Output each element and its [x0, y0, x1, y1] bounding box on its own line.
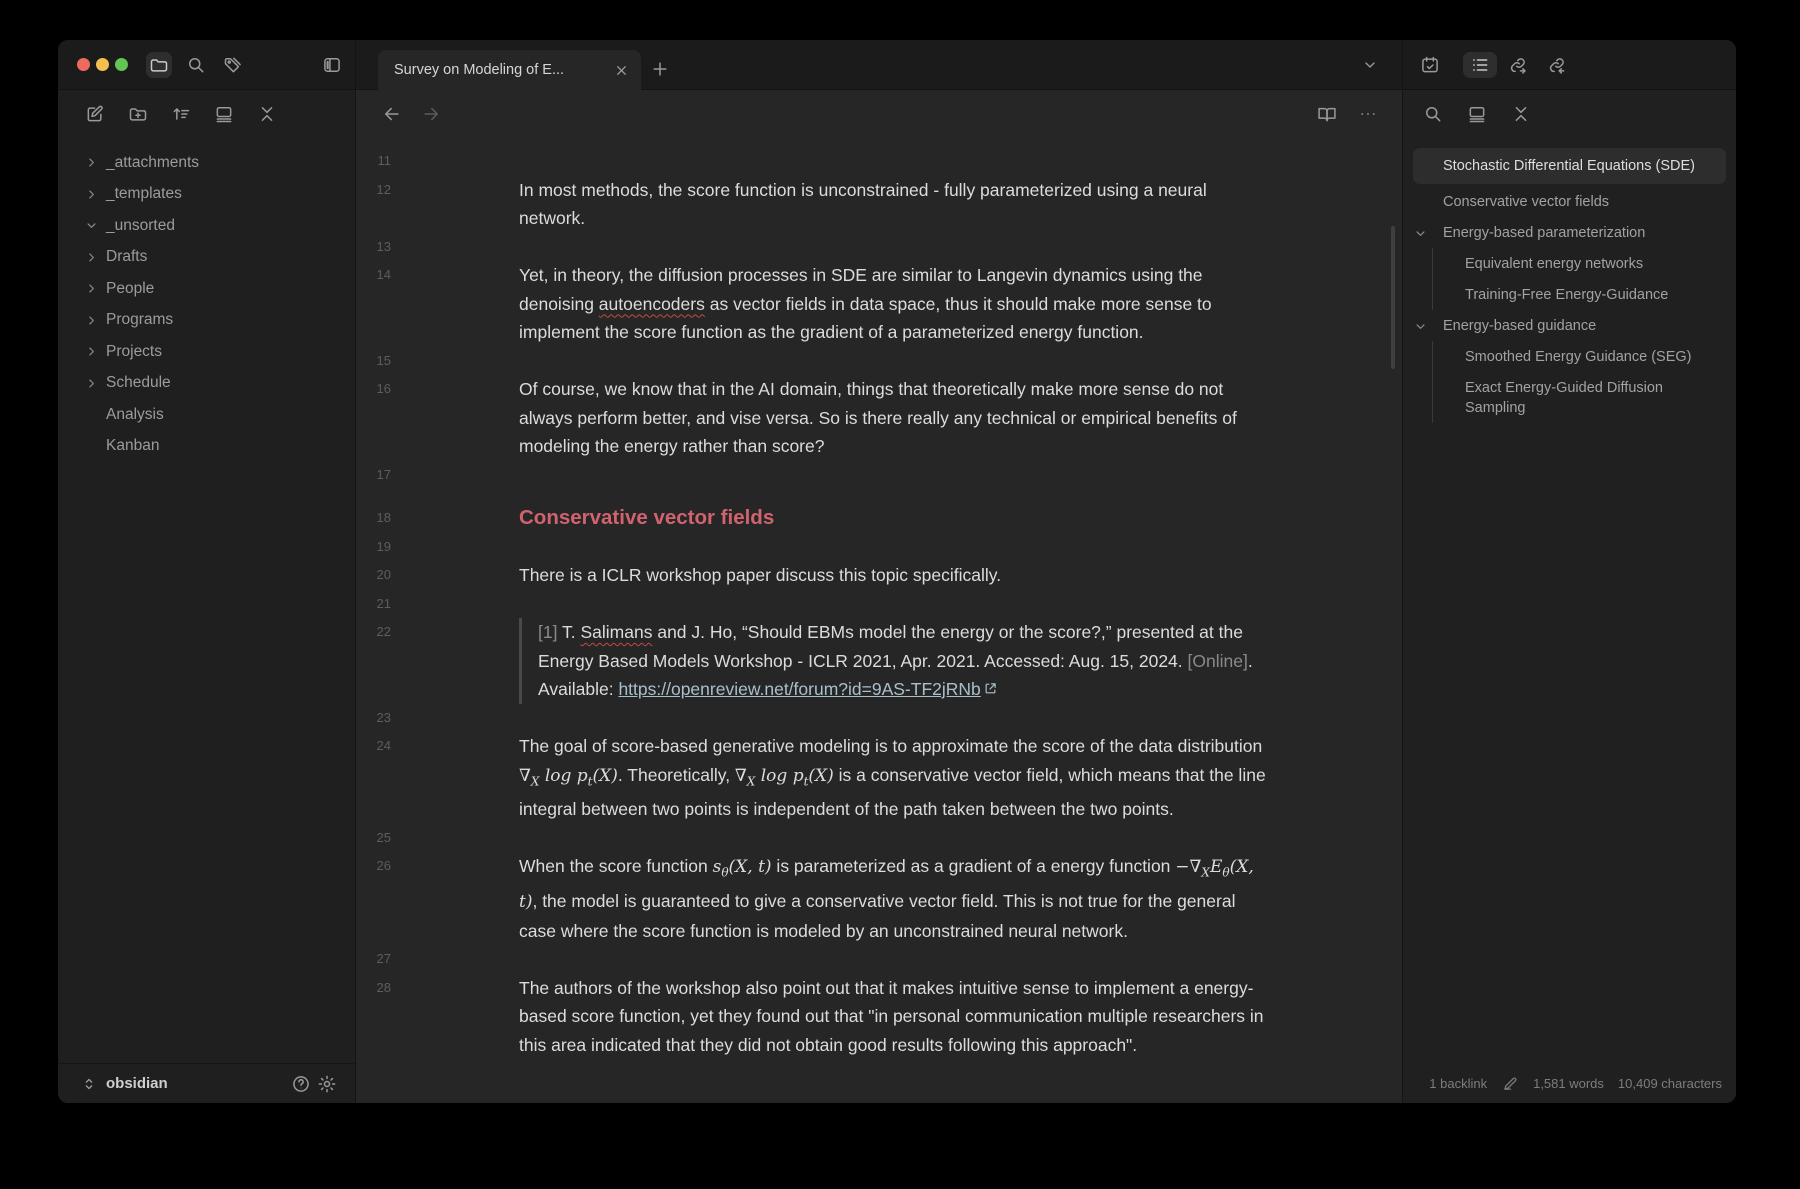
word-count: 1,581 words: [1533, 1075, 1604, 1091]
outline-item-stochastic-differential-equations-sde[interactable]: [1413, 148, 1726, 184]
tree-item-people[interactable]: [58, 273, 355, 305]
outline-item-conservative-vector-fields[interactable]: [1413, 186, 1726, 217]
file-explorer-header: [58, 90, 355, 137]
search-icon[interactable]: [1420, 101, 1446, 127]
left-sidebar-toggle-icon[interactable]: [319, 52, 345, 78]
view-header: [356, 90, 1402, 137]
external-link-icon[interactable]: [984, 675, 997, 704]
chevron-down-icon[interactable]: [84, 219, 98, 233]
editor-line-18: [356, 504, 1402, 533]
tree-item-programs[interactable]: [58, 305, 355, 337]
outline-item-label: Equivalent energy networks: [1465, 255, 1644, 272]
paragraph[interactable]: [519, 375, 1269, 461]
text-run: There is a ICLR workshop paper discuss this topic specifically.: [519, 565, 1002, 585]
paragraph[interactable]: [519, 561, 1269, 590]
outline-item-equivalent-energy-networks[interactable]: [1433, 248, 1726, 279]
tree-item-attachments[interactable]: [58, 147, 355, 179]
editor-line-15: [356, 347, 1402, 376]
editor-line-26: [356, 852, 1402, 945]
paragraph[interactable]: [519, 176, 1269, 233]
tree-item-drafts[interactable]: [58, 242, 355, 274]
outline-header: [1403, 90, 1736, 137]
tree-item-label: Drafts: [106, 248, 148, 266]
line-number: 25: [376, 829, 391, 845]
outline-item-label: Training-Free Energy-Guidance: [1465, 286, 1669, 303]
outline-item-energy-based-parameterization[interactable]: [1413, 217, 1726, 248]
outgoing-link-icon[interactable]: [1505, 52, 1531, 78]
file-tree: [58, 137, 355, 1063]
text-run: In most methods, the score function is unconstrained - fully parameterized using a neural network.: [519, 179, 1207, 228]
tree-item-kanban[interactable]: [58, 431, 355, 463]
paragraph[interactable]: [519, 852, 1269, 945]
tree-item-projects[interactable]: [58, 336, 355, 368]
ribbon: [146, 52, 246, 78]
editor-line-21: [356, 590, 1402, 619]
external-url-link[interactable]: https://openreview.net/forum?id=9AS-TF2jRNb: [618, 679, 981, 699]
chevron-right-icon[interactable]: [84, 376, 98, 390]
help-icon[interactable]: [288, 1071, 314, 1097]
titlebar-right: [1402, 40, 1736, 89]
chevron-down-icon[interactable]: [1415, 318, 1429, 332]
reading-view-icon[interactable]: [1314, 101, 1340, 127]
paragraph[interactable]: [519, 732, 1269, 824]
line-number: 21: [376, 595, 391, 611]
tree-item-analysis[interactable]: [58, 399, 355, 431]
text-run: , the model is guaranteed to give a conservative vector field. This is not true for the general case where the score function is modeled by an unconstrained neural network.: [519, 891, 1236, 941]
editor-line-28: [356, 974, 1402, 1060]
outline-item-label: Exact Energy-Guided Diffusion Sampling: [1465, 379, 1664, 416]
outline-item-label: Conservative vector fields: [1443, 193, 1610, 210]
list-icon[interactable]: [1463, 52, 1497, 78]
text-run: Of course, we know that in the AI domain, things that theoretically make more sense do not always perform better, and vise versa. So is there really any technical or empirical benefits of modeling the energy rather than score?: [519, 379, 1237, 456]
collapse-all-icon[interactable]: [254, 101, 280, 127]
outline-item-label: Smoothed Energy Guidance (SEG): [1465, 348, 1692, 365]
editor-line-22: [356, 618, 1402, 704]
new-tab-button[interactable]: [647, 56, 673, 82]
tree-item-templates[interactable]: [58, 179, 355, 211]
outline-item-energy-based-guidance[interactable]: [1413, 310, 1726, 341]
zoom-window-button[interactable]: [115, 58, 128, 71]
text-run: . Available:: [538, 650, 1253, 699]
tab-bar: [356, 40, 1402, 89]
collapse-all-icon[interactable]: [1508, 101, 1534, 127]
editor-line-13: [356, 233, 1402, 262]
text-run: is parameterized as a gradient of a energy function: [771, 856, 1176, 877]
tree-item-unsorted[interactable]: [58, 210, 355, 242]
editor-line-24: [356, 732, 1402, 824]
left-sidebar: [58, 90, 356, 1103]
line-number: 28: [376, 979, 391, 995]
window-controls: [58, 58, 128, 71]
inline-math: $-\nabla_XE_\theta(X$, t): [519, 857, 1254, 913]
up-down-icon[interactable]: [80, 1075, 98, 1093]
line-number: 13: [376, 238, 391, 254]
editor-scrollbar[interactable]: [1391, 226, 1395, 369]
outline-item-training-free-energy-guidance[interactable]: [1433, 279, 1726, 310]
navigate-back-icon[interactable]: [379, 101, 405, 127]
tags-icon[interactable]: [220, 52, 246, 78]
line-number: 23: [376, 709, 391, 725]
chevron-down-icon[interactable]: [1415, 225, 1429, 239]
inline-math: $\nabla_X$ $\log p_t(X)$: [519, 765, 618, 788]
backlink-count[interactable]: 1 backlink: [1429, 1075, 1488, 1091]
tab-title: Survey on Modeling of E...: [394, 62, 565, 78]
more-options-icon[interactable]: [1355, 101, 1381, 127]
editor-line-12: [356, 176, 1402, 233]
editor-line-16: [356, 375, 1402, 461]
new-note-icon[interactable]: [82, 101, 108, 127]
sort-desc-icon[interactable]: [168, 101, 194, 127]
tab-survey-note[interactable]: [378, 50, 641, 90]
editor-line-19: [356, 533, 1402, 562]
close-window-button[interactable]: [77, 58, 90, 71]
line-number: 14: [376, 267, 391, 282]
obsidian-window: [58, 40, 1736, 1103]
editor-line-20: [356, 561, 1402, 590]
line-number: 22: [376, 624, 391, 639]
line-number: 12: [376, 181, 391, 197]
tree-item-label: Analysis: [106, 405, 164, 423]
line-number: 16: [376, 381, 391, 396]
editor-line-11: [356, 147, 1402, 176]
editor-line-25: [356, 824, 1402, 853]
line-number: 19: [376, 538, 391, 554]
search-icon[interactable]: [183, 52, 209, 78]
tree-item-label: Kanban: [106, 437, 160, 455]
line-number: 20: [376, 567, 391, 582]
tab-list-chevron-icon[interactable]: [1357, 52, 1383, 78]
outline-children-group: [1432, 248, 1726, 310]
inline-math: $s_\theta(X$, t): [712, 857, 772, 880]
line-number: 15: [376, 352, 391, 368]
chevron-right-icon[interactable]: [84, 282, 98, 296]
paragraph[interactable]: [519, 974, 1269, 1060]
line-number: 26: [376, 858, 391, 874]
editor-line-27: [356, 945, 1402, 974]
text-run: as vector fields in data space, thus it should make more sense to implement the score function as the gradient of a parameterized energy function.: [519, 293, 1212, 342]
tree-indent: [84, 408, 98, 422]
chevron-right-icon[interactable]: [84, 345, 98, 359]
line-number: 24: [376, 738, 391, 753]
citation-blockquote[interactable]: [519, 618, 1288, 704]
line-number: 18: [376, 510, 391, 525]
settings-gear-icon[interactable]: [314, 1071, 340, 1097]
edit-pencil-icon[interactable]: [1501, 1074, 1519, 1092]
outline-item-smoothed-energy-guidance-seg[interactable]: [1433, 341, 1726, 372]
text-run: The goal of score-based generative modeling is to approximate the score of the data distribution: [519, 736, 1263, 756]
outline-item-exact-energy-guided-diffusion-sampling[interactable]: [1433, 372, 1726, 423]
chevron-right-icon[interactable]: [84, 156, 98, 170]
folder-icon[interactable]: [146, 52, 172, 78]
outline-children-group: [1432, 341, 1726, 423]
tree-item-label: _unsorted: [106, 216, 175, 234]
vault-switcher[interactable]: [58, 1063, 355, 1103]
text-run: [1]: [538, 622, 558, 642]
text-run: and J. Ho, “Should EBMs model the energy or the score?,” presented at the Energy Based Models Workshop - ICLR 2021, Apr. 2021. Accessed: Aug. 15, 2024.: [538, 622, 1243, 671]
tree-item-label: _templates: [106, 185, 182, 203]
text-run: . Theoretically,: [617, 764, 735, 785]
outline-item-label: Stochastic Differential Equations (SDE): [1443, 158, 1695, 174]
tree-item-label: People: [106, 279, 155, 297]
misspelled-word: autoencoders: [598, 293, 705, 314]
tree-indent: [84, 439, 98, 453]
tree-item-label: _attachments: [106, 153, 200, 171]
titlebar: [58, 40, 1736, 90]
editor-line-23: [356, 704, 1402, 733]
line-number: 27: [376, 951, 391, 967]
editor-line-17: [356, 461, 1402, 490]
tab-close-icon[interactable]: [611, 60, 631, 80]
calendar-check-icon[interactable]: [1417, 52, 1443, 78]
incoming-link-icon[interactable]: [1544, 52, 1570, 78]
minimize-window-button[interactable]: [96, 58, 109, 71]
outline-panel: [1403, 137, 1736, 1103]
inline-math: $\nabla_X$ $\log p_t(X)$: [734, 765, 834, 788]
text-run: Yet, in theory, the diffusion processes in SDE are similar to Langevin dynamics using the denoising: [519, 265, 1203, 314]
tree-item-schedule[interactable]: [58, 368, 355, 400]
heading-conservative-vector-fields[interactable]: [519, 504, 1269, 533]
titlebar-left: [58, 40, 356, 89]
stacked-panels-icon[interactable]: [211, 101, 237, 127]
stacked-panels-icon[interactable]: [1464, 101, 1490, 127]
workspace: [58, 90, 1736, 1103]
text-run: Conservative vector fields: [519, 506, 775, 529]
outline-item-label: Energy-based parameterization: [1443, 224, 1646, 241]
character-count: 10,409 characters: [1617, 1075, 1722, 1091]
text-run: is a conservative vector field, which means that the line integral between two points is independent of the path taken between the two points.: [519, 764, 1266, 820]
tree-item-label: Programs: [106, 311, 174, 329]
status-bar: [1429, 1074, 1722, 1092]
text-run: When the score function: [519, 856, 713, 877]
chevron-right-icon[interactable]: [84, 250, 98, 264]
editor-pane: [356, 90, 1402, 1103]
vault-name: obsidian: [106, 1075, 168, 1092]
text-run: The authors of the workshop also point out that it makes intuitive sense to implement a energy-based score function, yet they found out that "in personal communication multiple researchers in this area indicated that they did not obtain good results following this approach".: [519, 977, 1264, 1055]
outline-item-label: Energy-based guidance: [1443, 317, 1597, 334]
tree-item-label: Schedule: [106, 374, 171, 392]
paragraph[interactable]: [519, 261, 1269, 347]
tree-item-label: Projects: [106, 342, 162, 360]
chevron-right-icon[interactable]: [84, 187, 98, 201]
text-run: T.: [557, 622, 581, 642]
text-run: [Online]: [1187, 650, 1248, 671]
new-folder-icon[interactable]: [125, 101, 151, 127]
line-number: 11: [377, 153, 391, 168]
markdown-editor[interactable]: [356, 137, 1402, 1103]
chevron-right-icon[interactable]: [84, 313, 98, 327]
misspelled-word: Salimans: [580, 622, 653, 642]
navigate-forward-icon[interactable]: [418, 101, 444, 127]
editor-line-14: [356, 261, 1402, 347]
line-number: 17: [376, 466, 391, 482]
right-sidebar: [1402, 90, 1736, 1103]
